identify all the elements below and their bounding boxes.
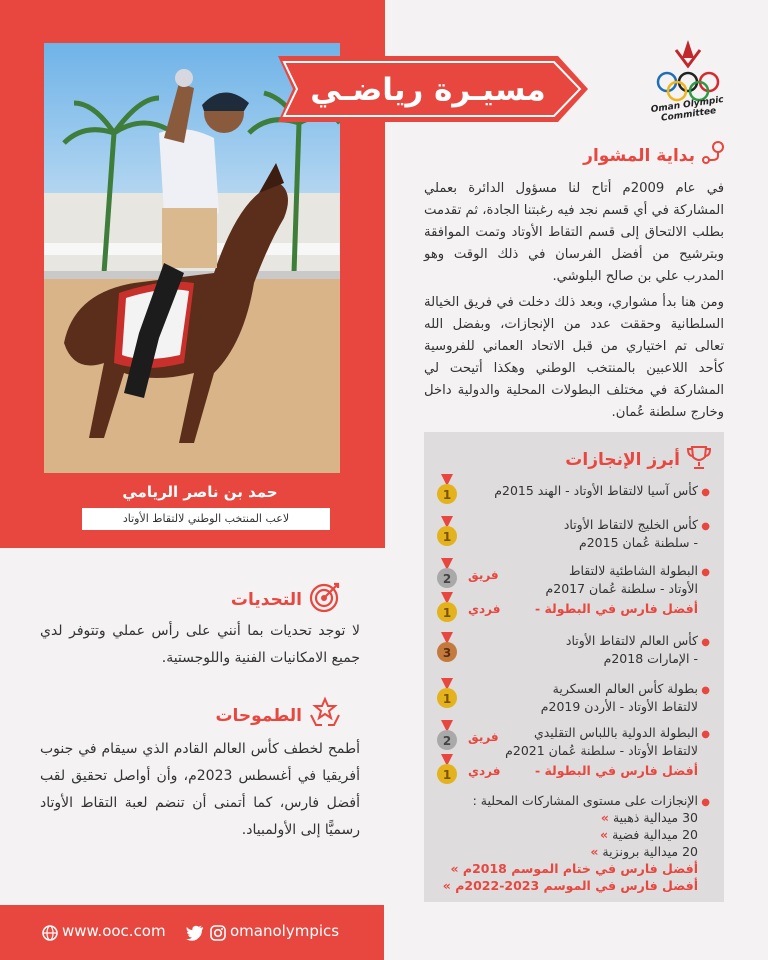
achievement-line: كأس آسيا لالتقاط الأوتاد - الهند 2015م	[494, 483, 698, 498]
silver-medal-icon	[434, 720, 460, 752]
bullet-icon: ●	[701, 685, 710, 696]
globe-icon	[42, 925, 58, 941]
start-paragraph-2: ومن هنا بدأ مشواري، وبعد ذلك دخلت في فريق الخيالة السلطانية وحققت عدد من الإنجازات، وبفضل الله تعالى تم اختياري من قبل الاتحاد العماني للفروسية كأحد اللاعبين بالمنتخب الوطني وهكذا أتيحت لي المشاركة في مختلف البطولات المحلية والدولية داخل وخارج سلطنة عُمان.	[424, 295, 724, 420]
target-icon	[308, 580, 342, 614]
individual-tag: فردي	[468, 602, 501, 616]
team-tag: فريق	[468, 730, 499, 744]
achievement-line: كأس الخليج لالتقاط الأوتاد	[563, 517, 698, 532]
achievement-line: بطولة كأس العالم العسكرية	[552, 681, 698, 696]
gold-medal-icon	[434, 754, 460, 786]
silver-medal-icon	[434, 558, 460, 590]
achievement-line: البطولة الدولية باللباس التقليدي	[533, 725, 698, 740]
achievement-line: لالتقاط الأوتاد - الأردن 2019م	[540, 699, 698, 714]
instagram-icon[interactable]	[210, 925, 226, 941]
local-line: 20 ميدالية فضية »	[600, 827, 698, 842]
local-intro: الإنجازات على مستوى المشاركات المحلية :	[472, 793, 698, 808]
gold-medal-icon	[434, 516, 460, 548]
twitter-icon[interactable]	[186, 925, 204, 941]
gold-medal-icon	[434, 592, 460, 624]
website-link[interactable]: www.ooc.com	[62, 922, 166, 940]
start-heading: بداية المشوار	[583, 146, 695, 166]
social-handle[interactable]: omanolympics	[230, 922, 340, 940]
achievement-line: الأوتاد - سلطنة عُمان 2017م	[545, 581, 698, 596]
svg-text:1: 1	[442, 488, 452, 502]
logo-caption: Oman Olympic Committee	[650, 94, 725, 124]
bullet-icon: ●	[701, 567, 710, 578]
svg-text:1: 1	[442, 692, 452, 706]
achievement-line: البطولة الشاطئية لالتقاط	[568, 563, 698, 578]
local-line: 20 ميدالية برونزية »	[590, 844, 698, 859]
route-icon	[700, 140, 726, 166]
bullet-icon: ●	[701, 637, 710, 648]
team-tag: فريق	[468, 568, 499, 582]
page-title: مسيـرة رياضـي	[310, 72, 546, 108]
svg-text:1: 1	[442, 606, 452, 620]
gold-medal-icon	[434, 474, 460, 506]
bullet-icon: ●	[701, 521, 710, 532]
bronze-medal-icon	[434, 632, 460, 664]
athlete-name: حمد بن ناصر الريامي	[58, 474, 342, 510]
bullet-icon: ●	[701, 729, 710, 740]
achievement-line: - الإمارات 2018م	[603, 651, 698, 666]
svg-text:2: 2	[442, 734, 452, 748]
bullet-icon: ●	[701, 487, 710, 498]
challenges-text: لا توجد تحديات بما أنني على رأس عملي وتتوفر لدي جميع الامكانيات الفنية واللوجستية.	[40, 623, 360, 666]
achievement-line: كأس العالم لالتقاط الأوتاد	[565, 633, 698, 648]
gold-medal-icon	[434, 678, 460, 710]
ambitions-text: أطمح لخطف كأس العالم القادم الذي سيقام في جنوب أفريقيا في أغسطس 2023م، وأن أواصل تحقيق لقب أفضل فارس، كما أتمنى أن تنضم لعبة التقاط الأوتاد رسميًّا إلى الأولمبياد.	[40, 741, 360, 838]
svg-text:3: 3	[442, 646, 452, 660]
star-hands-icon	[308, 695, 342, 729]
ambitions-heading: الطموحات	[215, 706, 302, 726]
svg-text:1: 1	[442, 530, 452, 544]
trophy-icon	[686, 444, 712, 472]
footer	[0, 905, 384, 960]
individual-tag: فردي	[468, 764, 501, 778]
best-rider-line: أفضل فارس في البطولة -	[534, 763, 698, 778]
local-line: 30 ميدالية ذهبية »	[600, 810, 698, 825]
achievements-panel	[424, 432, 724, 902]
svg-text:1: 1	[442, 768, 452, 782]
bullet-icon: ●	[701, 797, 710, 808]
athlete-role: لاعب المنتخب الوطني لالتقاط الأوتاد	[82, 508, 330, 530]
best-rider-line: أفضل فارس في البطولة -	[534, 601, 698, 616]
best-season-line: أفضل فارس في الموسم 2023-2022م »	[442, 878, 698, 893]
achievement-line: - سلطنة عُمان 2015م	[578, 535, 698, 550]
best-season-line: أفضل فارس في ختام الموسم 2018م »	[450, 861, 698, 876]
start-paragraph-1: في عام 2009م أتاح لنا مسؤول الدائرة بعملي المشاركة في أي قسم نجد فيه رغبتنا الجادة، ثم تقدمت بطلب الالتحاق إلى قسم التقاط الأوتاد وتمت الموافقة وبترشيح من أفضل الفرسان في ذلك الوقت وهو المدرب علي بن صالح البلوشي.	[424, 181, 725, 284]
achievements-heading: أبرز الإنجازات	[565, 450, 680, 470]
achievement-line: لالتقاط الأوتاد - سلطنة عُمان 2021م	[505, 743, 698, 758]
challenges-heading: التحديات	[230, 590, 302, 610]
svg-text:2: 2	[442, 572, 452, 586]
